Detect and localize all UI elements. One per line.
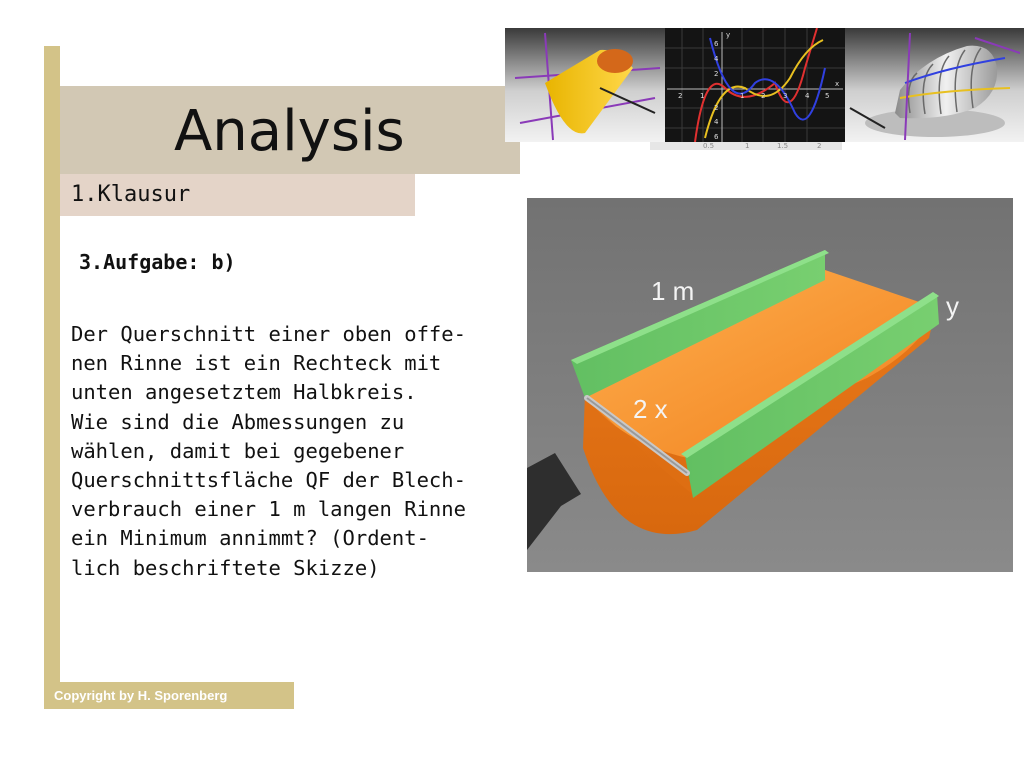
rotation-solid-thumbnail [845,28,1024,142]
label-length: 1 m [651,276,695,306]
graph-bottom-tick: 1 [745,142,750,150]
side-accent-bar [44,46,60,708]
copyright-text: Copyright by H. Sporenberg [54,688,228,703]
graph-y-tick: 2 [714,104,719,112]
graph-x-tick: 4 [805,92,810,100]
trough-illustration [527,198,1013,572]
trough-figure [527,198,1013,572]
task-line: Wie sind die Abmessungen zu [71,409,405,434]
task-text [71,320,521,583]
graph-x-tick: 5 [825,92,830,100]
graph-y-tick: 4 [714,118,719,126]
task-heading: 3.Aufgabe: b) [79,250,236,274]
graph-axis-y-label: y [726,31,731,39]
graph-axis-x-label: x [835,80,840,88]
paraboloid-thumbnail [505,28,665,142]
graph-x-tick: 1 [700,92,705,100]
page-title: Analysis [174,99,405,164]
function-graph-thumbnail [665,28,845,142]
task-line: ein Minimum annimmt? (Ordent- [71,526,429,551]
graph-y-tick: 6 [714,133,719,141]
graph-x-tick: 3 [783,92,788,100]
task-line: Der Querschnitt einer oben offe- [71,322,466,346]
graph-y-tick: 6 [714,40,719,48]
task-line: nen Rinne ist ein Rechteck mit [71,351,442,376]
graph-bottom-tick: 1.5 [777,142,789,150]
graph-x-tick: 2 [678,92,683,100]
label-height: y [946,291,959,321]
graph-x-tick: 1 [740,92,745,100]
label-width: 2 x [633,394,668,424]
graph-y-tick: 4 [714,55,719,63]
graph-y-tick: 2 [714,70,719,78]
page-subtitle: 1.Klausur [71,182,191,207]
graph-x-tick: 2 [761,92,766,100]
task-line: Querschnittsfläche QF der Blech- [71,468,466,493]
task-line: wählen, damit bei gegebener [71,438,405,463]
task-line: lich beschriftete Skizze) [71,555,380,580]
graph-bottom-tick: 0.5 [703,142,715,150]
graph-bottom-tick: 2 [817,142,822,150]
task-line: unten angesetztem Halbkreis. [71,380,417,405]
task-line: verbrauch einer 1 m langen Rinne [71,497,466,522]
header-image-strip [505,28,1024,150]
